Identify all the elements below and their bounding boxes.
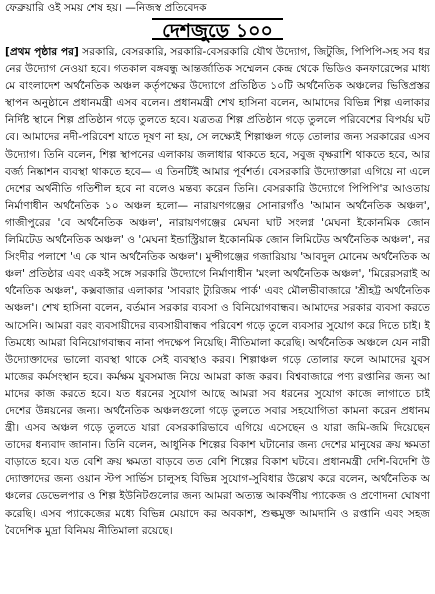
- article-headline: দেশজুড়ে ১০০: [152, 18, 283, 40]
- article-paragraph: সরকারি, বেসরকারি, সরকারি-বেসরকারি যৌথ উদ্যোগ, জিটুজি, পিপিপি-সহ সব ধরনের উদ্যোগ নেওয়া হবে। গতকাল বঙ্গবন্ধু আন্তর্জাতিক সম্মেলন কেন্দ্র থেকে ভিডিও কনফারেন্সের মাধ্যমে বাংলাদেশ অর্থনৈতিক অঞ্চল কর্তৃপক্ষের উদ্যোগে প্রতিষ্ঠিত ১০টি অর্থনৈতিক অঞ্চলের ভিত্তিপ্রস্তর স্থাপন অনুষ্ঠানে প্রধানমন্ত্রী এসব বলেন। প্রধানমন্ত্রী শেখ হাসিনা বলেন, আমাদের বিভিন্ন শিল্প এলাকার নির্দিষ্ট স্থানে শিল্প প্রতিষ্ঠান গড়ে তুলতে হবে। যত্রতত্র শিল্প প্রতিষ্ঠান গড়ে তুললে পরিবেশের বিপর্যয় ঘটবে। আমাদের নদী-পরিবেশ যাতে দূষণ না হয়, সে লক্ষ্যেই শিল্পাঞ্চল গড়ে তোলার জন্য সরকারের এসব উদ্যোগ। তিনি বলেন, শিল্প স্থাপনের এলাকায় জলাধার থাকতে হবে, সবুজ বৃক্ষরাশি থাকতে হবে, আর বর্জ্য নিষ্কাশন ব্যবস্থা থাকতে হবে— এ তিনটিই আমার পূর্বশর্ত। বেসরকারি উদ্যোক্তারা এগিয়ে না এলে দেশের অর্থনীতি গতিশীল হবে না বলেও মন্তব্য করেন তিনি। বেসরকারি উদ্যোগে পিপিপি'র আওতায় নির্মাণাধীন অর্থনৈতিক ১০ অঞ্চল হলো— নারায়ণগঞ্জের সোনারগাঁও 'আমান অর্থনৈতিক অঞ্চল', গাজীপুরের 'বে অর্থনৈতিক অঞ্চল', নারায়ণগঞ্জের মেঘনা ঘাট সংলগ্ন 'মেঘনা ইকোনমিক জোন লিমিটেড অর্থনৈতিক অঞ্চল' ও 'মেঘনা ইন্ডাস্ট্রিয়াল ইকোনমিক জোন লিমিটেড অর্থনৈতিক অঞ্চল', নরসিংদীর পলাশে 'এ কে খান অর্থনৈতিক অঞ্চল'। মুন্সীগঞ্জের গজারিয়ায় 'আবদুল মোনেম অর্থনৈতিক অঞ্চল' প্রতিষ্ঠার এবং একই সঙ্গে সরকারি উদ্যোগে নির্মাণাধীন 'মংলা অর্থনৈতিক অঞ্চল', 'মিরেরসরাই অর্থনৈতিক অঞ্চল', কক্সবাজার এলাকার 'সাবরাং ট্যুরিজম পার্ক' এবং মৌলভীবাজারে 'শ্রীহট্ট অর্থনৈতিক অঞ্চল'। শেখ হাসিনা বলেন, বর্তমান সরকার ব্যবসা ও বিনিয়োগবান্ধব। আমাদের সরকার ব্যবসা করতে আসেনি। আমরা বরং ব্যবসায়ীদের ব্যবসায়ীবান্ধব পরিবেশ গড়ে তুলে ব্যবসার সুযোগ করে দিতে চাই। ইতিমধ্যে আমরা বিনিয়োগবান্ধব নানা পদক্ষেপ নিয়েছি। নীতিমালা করেছি। অর্থনৈতিক অঞ্চলে যেন নারী উদ্যোক্তাদের ভালো ব্যবস্থা থাকে সেই ব্যবস্থাও করব। শিল্পাঞ্চল গড়ে তোলার ফলে আমাদের যুবসমাজের কর্মসংস্থান হবে। কর্মক্ষম যুবসমাজ নিয়ে আমরা কাজ করব। বিশ্ববাজারে পণ্য রপ্তানির জন্য আমাদের কাজ করতে হবে। যত ধরনের সুযোগ আছে আমরা সব ধরনের সুযোগ কাজে লাগাতে চাই দেশের উন্নয়নের জন্য। অর্থনৈতিক অঞ্চলগুলো গড়ে তুলতে সবার সহযোগিতা কামনা করেন প্রধানমন্ত্রী। এসব অঞ্চল গড়ে তুলতে যারা বেসরকারিভাবে এগিয়ে এসেছেন ও যারা জমি-জমি দিয়েছেন তাদের ধন্যবাদ জানান। তিনি বলেন, আধুনিক শিল্পের বিকাশ ঘটানোর জন্য দেশের মানুষের ক্রয় ক্ষমতা বাড়াতে হবে। যত বেশি ক্রয় ক্ষমতা বাড়বে তত বেশি শিল্পের বিকাশ ঘটবে। প্রধানমন্ত্রী দেশি-বিদেশি উদ্যোক্তাদের জন্য ওয়ান স্টপ সার্ভিস চালুসহ বিভিন্ন সুযোগ-সুবিধার উল্লেখ করে বলেন, অর্থনৈতিক অঞ্চলের ডেভেলপার ও শিল্প ইউনিটগুলোর জন্য আমরা অত্যন্ত আকর্ষণীয় প্যাকেজ ও প্রণোদনা ঘোষণা করেছি। এসব প্যাকেজের মধ্যে বিভিন্ন মেয়াদে কর অবকাশ, শুল্কমুক্ত আমদানি ও রপ্তানি এবং সহজ বৈদেশিক মুদ্রা বিনিময় নীতিমালা রয়েছে।: [5, 46, 430, 537]
- headline-container: [5, 18, 430, 40]
- previous-article-ending: ফেব্রুয়ারি ওই সময় শেষ হয়। —নিজস্ব প্রতিবেদক: [5, 2, 207, 14]
- continuation-marker: [প্রথম পৃষ্ঠার পর]: [5, 46, 79, 58]
- article-body: [5, 44, 430, 584]
